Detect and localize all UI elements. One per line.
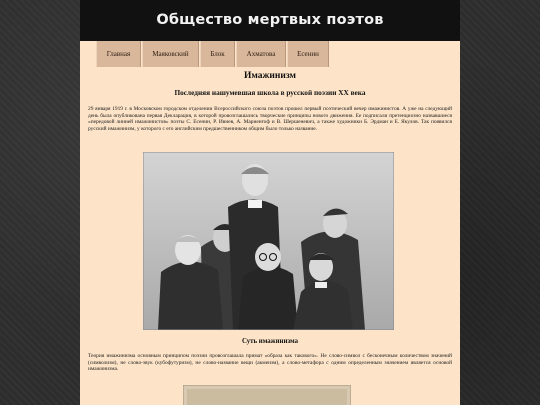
site-title: Общество мертвых поэтов	[156, 12, 384, 28]
page-title: Имажинизм	[243, 71, 296, 81]
section-title: Суть имажинизма	[242, 338, 298, 345]
nav-item-home[interactable]: Главная	[96, 41, 141, 67]
nav-item-blok[interactable]: Блок	[200, 41, 235, 67]
second-photo	[183, 385, 351, 405]
nav-item-yesenin[interactable]: Есенин	[287, 41, 329, 67]
imagists-group-photo	[143, 152, 394, 330]
article-subtitle: Последняя нашумевшая школа в русской поэзии ХХ века	[174, 88, 366, 97]
nav-item-mayakovsky[interactable]: Маяковский	[142, 41, 199, 67]
nav-item-akhmatova[interactable]: Ахматова	[236, 41, 286, 67]
section-paragraph: Теория имажинизма основным принципом поэзии провозглашала примат «образа как такового». Не слово-символ с бесконечным количеством значений (символизм), не слово-звук (кубофутуризм), не слово-название вещи (акмеизм), а слово-метафора с одним определенным значением является основой имажинизма.	[88, 353, 452, 373]
content-panel	[80, 41, 460, 405]
site-header	[80, 0, 460, 41]
main-nav	[96, 41, 330, 67]
intro-paragraph: 29 января 1919 г. в Московском городском отделении Всероссийского союза поэтов прошел первый поэтический вечер имажинистов. А уже на следующий день была опубликована первая Декларация, в которой провозглашались творческие принципы нового движения. Ее подписали претенциозно назвавшиеся «передовой линией имажинистов» поэты С. Есенин, Р. Ивнев, А. Мариенгоф и В. Шершеневич, а также художники Б. Эрдман и Е. Якулов. Так появился русский имажинизм, у которого с его английским предшественником общим было только название.	[88, 106, 452, 132]
